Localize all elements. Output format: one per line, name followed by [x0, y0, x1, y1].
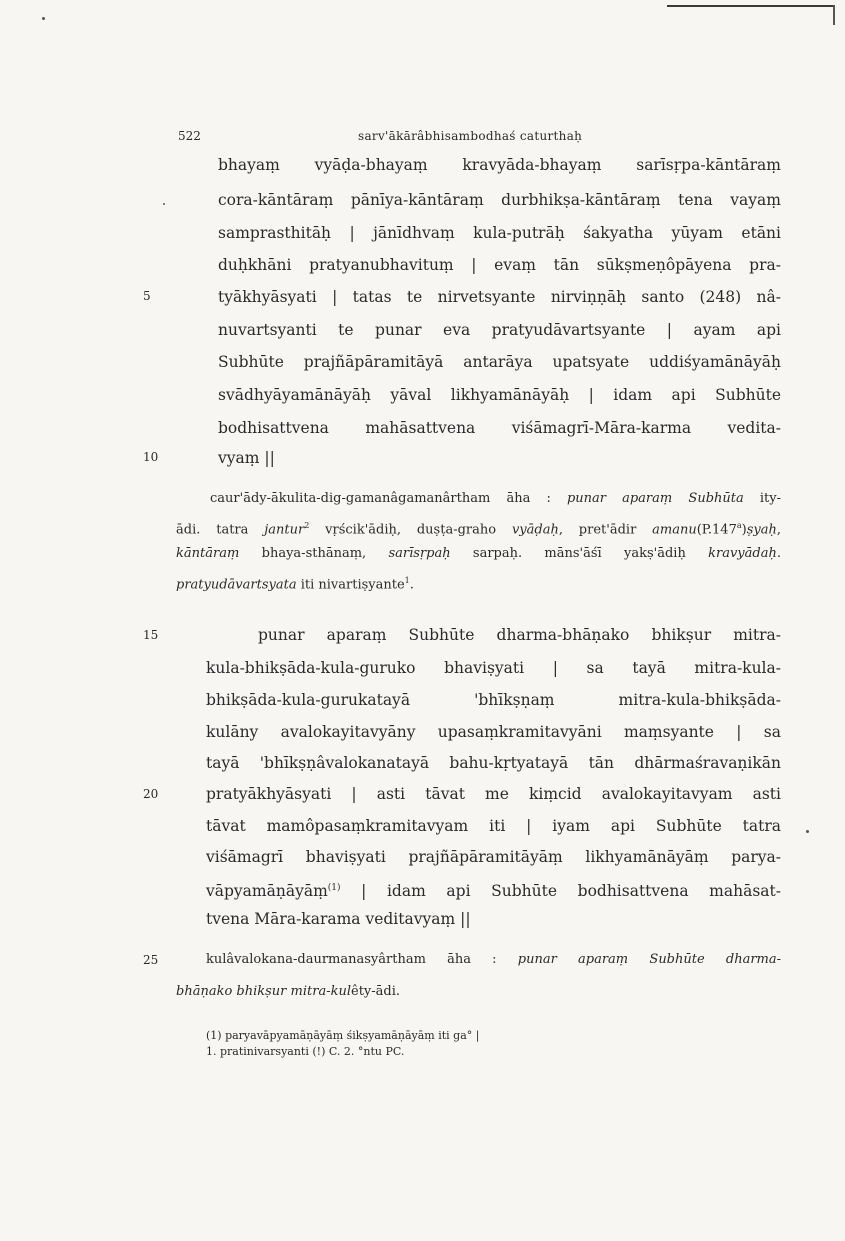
- text-line: pratyākhyāsyati | asti tāvat me kiṃcid avalokayitavyam asti: [206, 785, 781, 803]
- corner-scan-mark: [833, 5, 835, 25]
- text-line: tvena Māra-karama veditavyaṃ ||: [206, 910, 471, 928]
- scan-speck: [163, 203, 165, 205]
- text-line: nuvartsyanti te punar eva pratyudāvartsyante | ayam api: [218, 321, 781, 339]
- text-line: bodhisattvena mahāsattvena viśāmagrī-Māra-karma vedita-: [218, 419, 781, 437]
- text-line: kula-bhikṣāda-kula-guruko bhaviṣyati | sa tayā mitra-kula-: [206, 659, 781, 677]
- text-line: viśāmagrī bhaviṣyati prajñāpāramitāyāṃ likhyamānāyāṃ parya-: [206, 848, 781, 866]
- text-line: bhayaṃ vyāḍa-bhayaṃ kravyāda-bhayaṃ sarīsṛpa-kāntāraṃ: [218, 156, 781, 174]
- text-line: svādhyāyamānāyāḥ yāval likhyamānāyāḥ | idam api Subhūte: [218, 386, 781, 404]
- running-title: sarv'ākārâbhisambodhaś caturthaḥ: [358, 129, 583, 143]
- text-line: tyākhyāsyati | tatas te nirvetsyante nirviṇṇāḥ santo (248) nâ-: [218, 288, 781, 306]
- text-line: duḥkhāni pratyanubhavituṃ | evaṃ tān sūkṣmeṇôpāyena pra-: [218, 256, 781, 274]
- text-line: samprasthitāḥ | jānīdhvaṃ kula-putrāḥ śakyatha yūyam etāni: [218, 224, 781, 242]
- text-line: Subhūte prajñāpāramitāyā antarāya upatsyate uddiśyamānāyāḥ: [218, 353, 781, 371]
- text-line: bhikṣāda-kula-gurukatayā 'bhīkṣṇaṃ mitra-kula-bhikṣāda-: [206, 691, 781, 709]
- text-line: punar aparaṃ Subhūte dharma-bhāṇako bhikṣur mitra-: [258, 626, 781, 644]
- line-number: 15: [143, 628, 159, 642]
- top-scan-rule: [667, 5, 833, 7]
- text-line: tāvat mamôpasaṃkramitavyam iti | iyam api Subhūte tatra: [206, 817, 781, 835]
- text-line: tayā 'bhīkṣṇâvalokanatayā bahu-kṛtyatayā tān dhārmaśravaṇikān: [206, 754, 781, 772]
- commentary-line: ādi. tatra jantur$^2$ vṛścik'ādiḥ, duṣṭa-graho vyāḍaḥ, pret'ādir amanu(P.147$^a$)ṣyaḥ,: [176, 521, 781, 538]
- footnote: 1. pratinivarsyanti (!) C. 2. °ntu PC.: [206, 1045, 405, 1058]
- footnote: (1) paryavāpyamāṇāyāṃ śikṣyamāṇāyāṃ iti ga° |: [206, 1029, 480, 1042]
- text-line: vyaṃ ||: [218, 449, 275, 467]
- commentary-line: bhāṇako bhikṣur mitra-kulêty-ādi.: [176, 984, 401, 999]
- commentary-line: pratyudāvartsyata iti nivartiṣyante$^1$.: [176, 576, 414, 593]
- line-number: 5: [143, 289, 151, 303]
- scan-speck: [806, 830, 809, 833]
- page-number: 522: [178, 129, 201, 143]
- text-line: kulāny avalokayitavyāny upasaṃkramitavyāni maṃsyante | sa: [206, 723, 781, 741]
- line-number: 25: [143, 953, 159, 967]
- text-line: vāpyamāṇāyāṃ$^{(1)}$ | idam api Subhūte bodhisattvena mahāsat-: [206, 882, 781, 901]
- text-line: cora-kāntāraṃ pānīya-kāntāraṃ durbhikṣa-kāntāraṃ tena vayaṃ: [218, 191, 781, 209]
- line-number: 10: [143, 450, 159, 464]
- scan-speck: [42, 17, 45, 20]
- line-number: 20: [143, 787, 159, 801]
- commentary-line: kulâvalokana-daurmanasyârtham āha : punar aparaṃ Subhūte dharma-: [206, 952, 782, 967]
- commentary-line: caur'ādy-ākulita-dig-gamanâgamanârtham āha : punar aparaṃ Subhūta ity-: [210, 491, 781, 506]
- commentary-line: kāntāraṃ bhaya-sthānaṃ, sarīsṛpaḥ sarpaḥ. māns'āśī yakṣ'ādiḥ kravyādaḥ.: [176, 546, 781, 561]
